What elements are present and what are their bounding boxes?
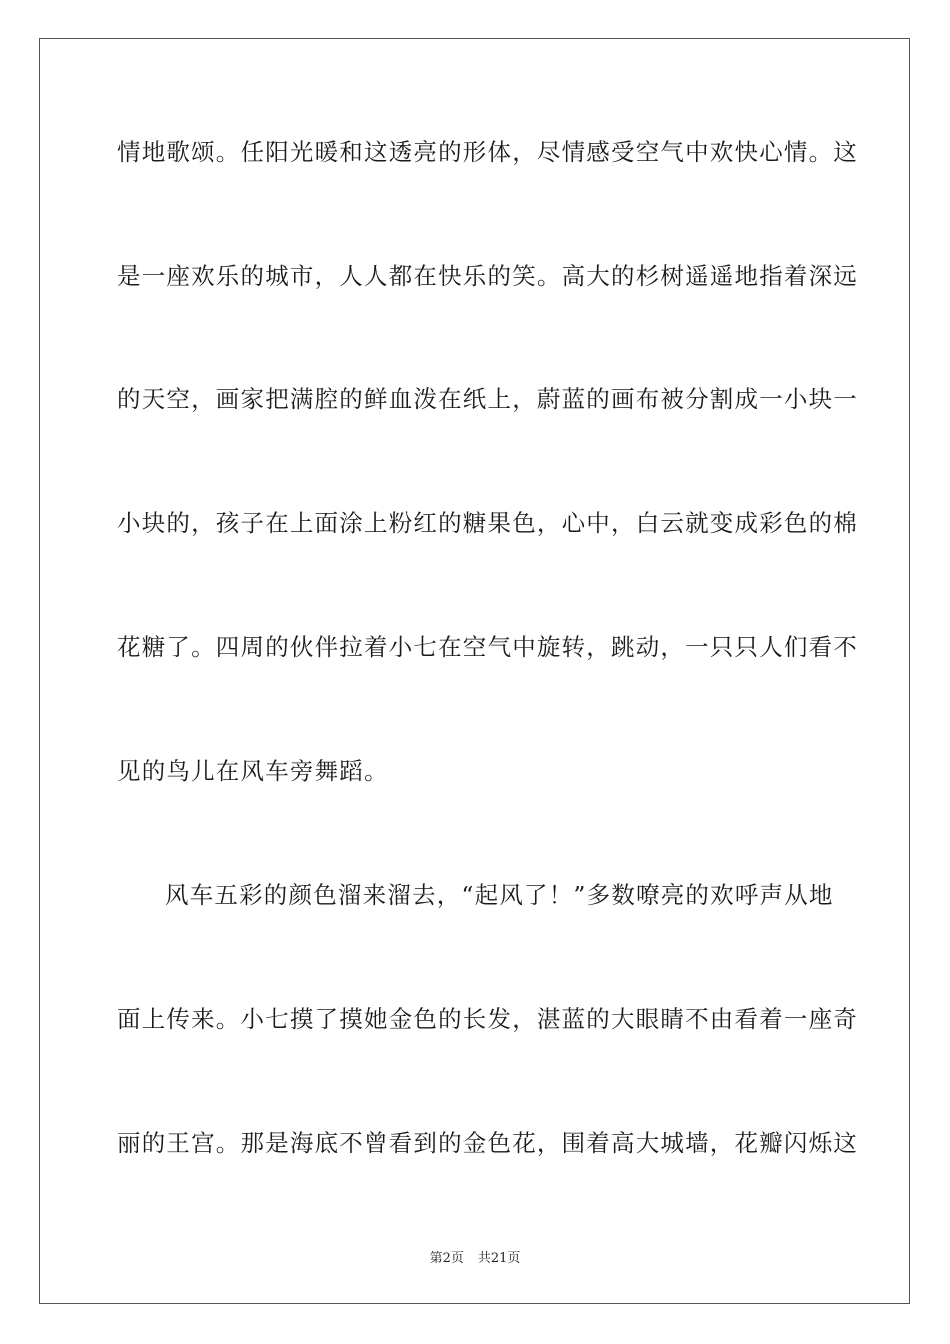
text-line: 是一座欢乐的城市，人人都在快乐的笑。高大的杉树遥遥地指着深远 xyxy=(117,262,858,290)
total-pages: 共21页 xyxy=(477,1251,521,1266)
paragraph-first-line: 风车五彩的颜色溜来溜去，“起风了！”多数嘹亮的欢呼声从地 xyxy=(165,881,834,909)
page-border xyxy=(39,38,910,1304)
text-line: 的天空，画家把满腔的鲜血泼在纸上，蔚蓝的画布被分割成一小块一 xyxy=(117,385,858,413)
text-line: 见的鸟儿在风车旁舞蹈。 xyxy=(117,757,389,785)
text-line: 花糖了。四周的伙伴拉着小七在空气中旋转，跳动，一只只人们看不 xyxy=(117,633,858,661)
text-line: 情地歌颂。任阳光暖和这透亮的形体，尽情感受空气中欢快心情。这 xyxy=(117,138,858,166)
text-line: 丽的王宫。那是海底不曾看到的金色花，围着高大城墙，花瓣闪烁这 xyxy=(117,1129,858,1157)
text-line: 面上传来。小七摸了摸她金色的长发，湛蓝的大眼睛不由看着一座奇 xyxy=(117,1005,858,1033)
text-line: 小块的，孩子在上面涂上粉红的糖果色，心中，白云就变成彩色的棉 xyxy=(117,509,858,537)
current-page-number: 第2页 xyxy=(429,1251,464,1266)
page-footer xyxy=(0,1247,950,1266)
